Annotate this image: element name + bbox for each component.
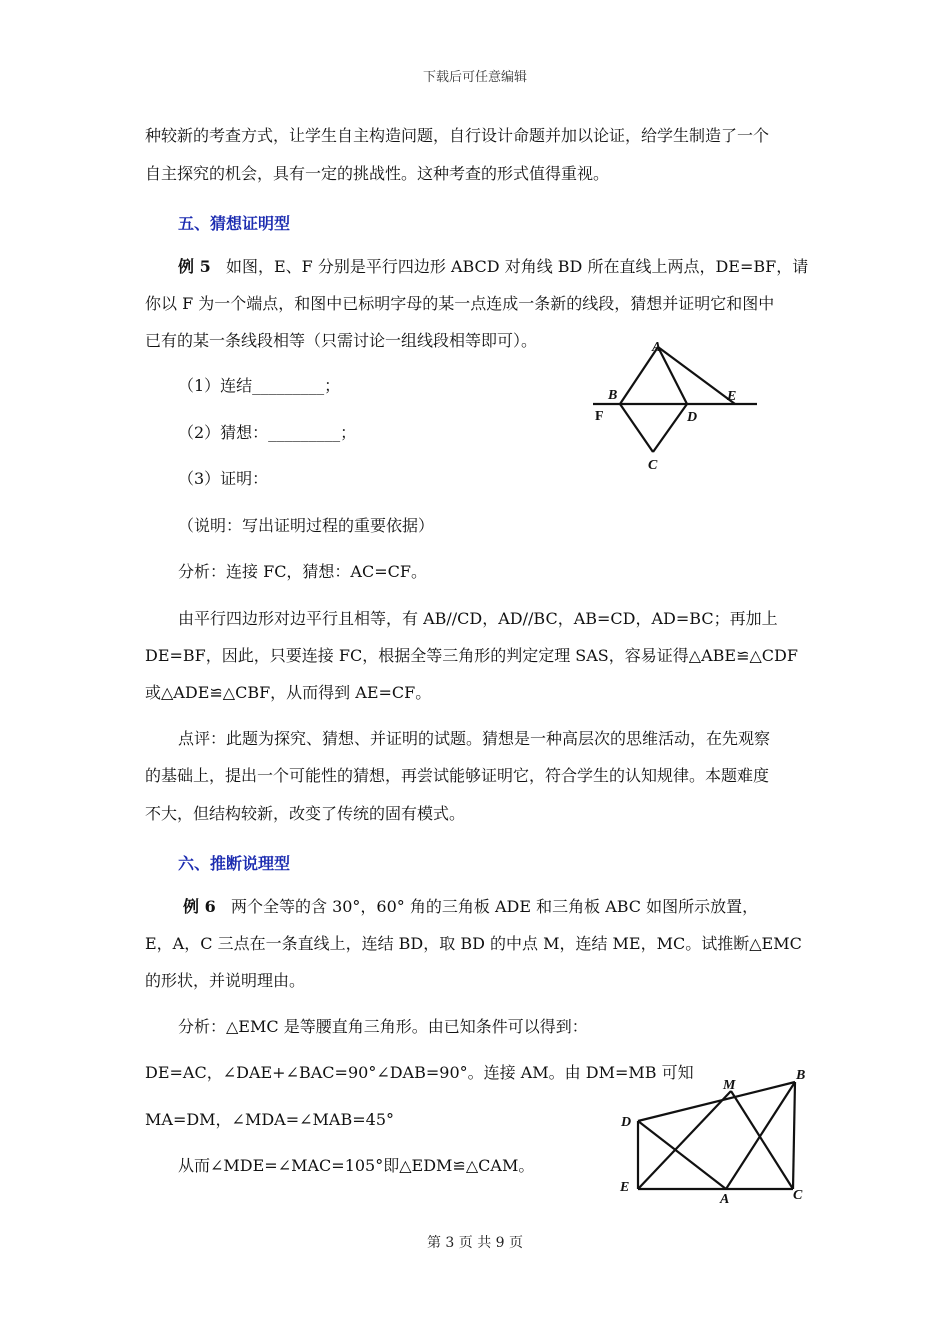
label-d: D (687, 410, 698, 425)
segment-db (638, 1082, 795, 1121)
question-3: （3）证明： (178, 469, 269, 488)
example6-text-2: E，A，C 三点在一条直线上，连结 BD，取 BD 的中点 M，连结 ME，MC。试推断△EMC (145, 934, 802, 953)
label-c: C (648, 458, 658, 473)
example5-text-1: 如图，E、F 分别是平行四边形 ABCD 对角线 BD 所在直线上两点，DE=BF，请 (225, 257, 809, 276)
reason-line-3: 或△ADE≌△CBF，从而得到 AE=CF。 (145, 683, 432, 702)
segment-da (638, 1121, 726, 1189)
segment-mc (731, 1091, 793, 1189)
segment-dc (653, 404, 687, 452)
segment-ae (658, 347, 735, 404)
comment-line-2: 的基础上，提出一个可能性的猜想，再尝试能够证明它，符合学生的认知规律。本题难度 (145, 766, 770, 785)
section6-line-2: MA=DM，∠MDA=∠MAB=45° (145, 1110, 395, 1129)
reason-line-2: DE=BF，因此，只要连接 FC，根据全等三角形的判定定理 SAS，容易证得△ABE≌△CDF (145, 646, 798, 665)
label-c: C (793, 1188, 803, 1203)
triangle-boards-figure (610, 1060, 815, 1210)
page-header: 下载后可任意编辑 (422, 70, 527, 85)
label-a: A (652, 340, 662, 355)
label-e: E (620, 1180, 630, 1195)
label-m: M (723, 1078, 736, 1093)
example6-text-3: 的形状，并说明理由。 (145, 971, 306, 990)
comment-line-1: 点评：此题为探究、猜想、并证明的试题。猜想是一种高层次的思维活动，在先观察 (178, 729, 771, 748)
label-b: B (796, 1068, 806, 1083)
section6-line-3: 从而∠MDE=∠MAC=105°即△EDM≌△CAM。 (178, 1156, 535, 1175)
intro-line-1: 种较新的考查方式，让学生自主构造问题，自行设计命题并加以论证，给学生制造了一个 (145, 126, 770, 145)
reason-line-1: 由平行四边形对边平行且相等，有 AB//CD，AD//BC，AB=CD，AD=BC；再加上 (178, 609, 778, 628)
question-2: （2）猜想：_________； (178, 423, 357, 442)
example5-label: 例 5 (178, 257, 211, 276)
section5-heading: 五、猜想证明型 (178, 214, 291, 233)
label-f: F (595, 409, 604, 424)
segment-bc (620, 404, 653, 452)
section6-heading: 六、推断说理型 (178, 854, 291, 873)
segment-ab (620, 347, 658, 404)
proof-note: （说明：写出证明过程的重要依据） (178, 516, 435, 535)
section6-analysis: 分析：△EMC 是等腰直角三角形。由已知条件可以得到： (178, 1017, 588, 1036)
section5-analysis: 分析：连接 FC，猜想：AC=CF。 (178, 562, 427, 581)
intro-line-2: 自主探究的机会，具有一定的挑战性。这种考查的形式值得重视。 (145, 164, 610, 183)
comment-line-3: 不大，但结构较新，改变了传统的固有模式。 (145, 804, 466, 823)
section6-line-1: DE=AC，∠DAE+∠BAC=90°∠DAB=90°。连接 AM。由 DM=MB 可知 (145, 1063, 694, 1082)
example5-text-2: 你以 F 为一个端点，和图中已标明字母的某一点连成一条新的线段，猜想并证明它和图中 (145, 294, 775, 313)
segment-bc (793, 1082, 795, 1189)
page-footer: 第 3 页 共 9 页 (426, 1235, 524, 1251)
parallelogram-figure (585, 335, 770, 475)
segment-em (638, 1091, 731, 1189)
segment-ad (658, 347, 687, 404)
label-b: B (608, 388, 618, 403)
label-d: D (621, 1115, 632, 1130)
example6-text-1: 两个全等的含 30°，60° 角的三角板 ADE 和三角板 ABC 如图所示放置， (230, 897, 759, 916)
example5-text-3: 已有的某一条线段相等（只需讨论一组线段相等即可）。 (145, 331, 538, 350)
example5-first-line (178, 248, 808, 285)
question-1: （1）连结_________； (178, 376, 341, 395)
label-a: A (720, 1192, 730, 1207)
label-e: E (727, 389, 737, 404)
example6-first-line (183, 888, 758, 925)
example6-label: 例 6 (183, 897, 216, 916)
